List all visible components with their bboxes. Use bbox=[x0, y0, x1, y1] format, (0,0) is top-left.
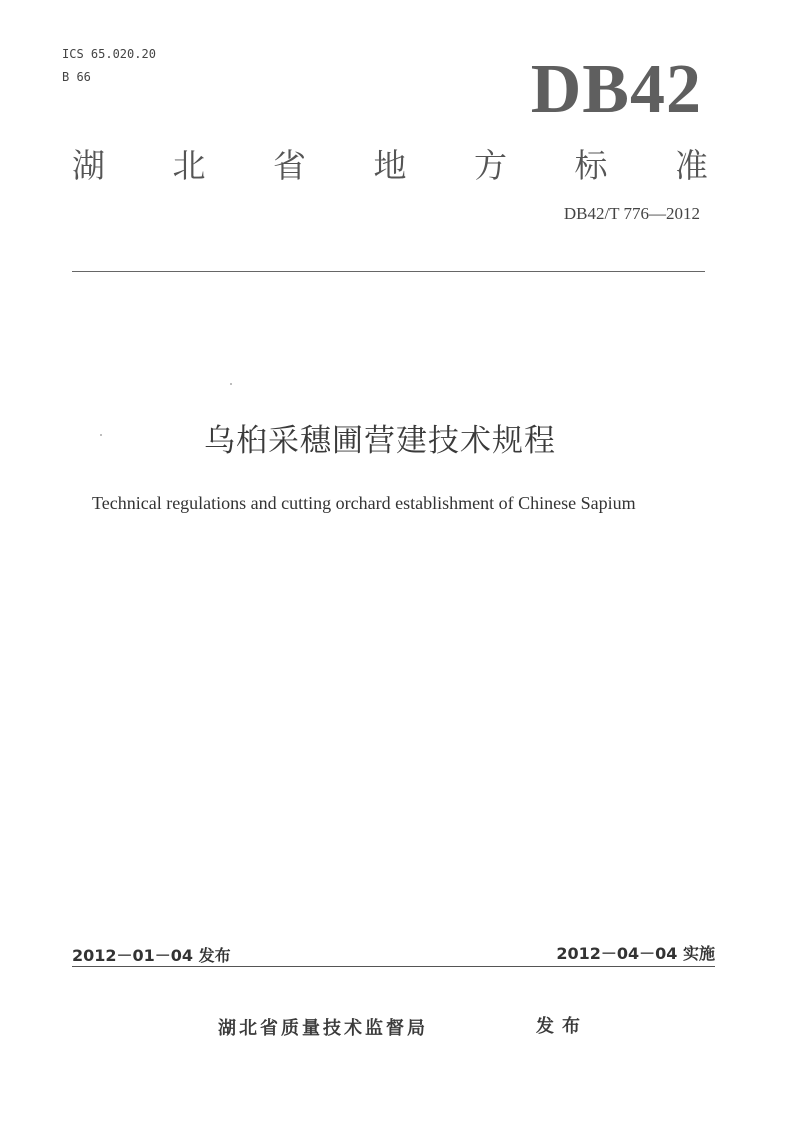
bottom-divider bbox=[72, 966, 715, 967]
scan-speck bbox=[230, 383, 232, 385]
title-chinese: 乌桕采穗圃营建技术规程 bbox=[204, 423, 556, 459]
implementation-date: 2012－04－04 实施 bbox=[556, 944, 715, 963]
db-logo-code: DB42 bbox=[530, 51, 702, 128]
standard-type-char: 方 bbox=[474, 145, 507, 185]
standard-type-char: 北 bbox=[172, 145, 206, 185]
standard-type-char: 地 bbox=[373, 145, 407, 185]
title-english: Technical regulations and cutting orchard establishment of Chinese Sapium bbox=[92, 493, 636, 513]
ics-code: ICS 65.020.20 bbox=[62, 47, 156, 61]
issue-date: 2012－01－04 发布 bbox=[72, 946, 231, 965]
standard-type-char: 省 bbox=[273, 145, 306, 185]
standard-type-char: 湖 bbox=[72, 145, 105, 185]
top-divider bbox=[72, 271, 705, 272]
standard-type-char: 准 bbox=[675, 145, 708, 185]
standard-type bbox=[72, 138, 708, 188]
standard-type-char: 标 bbox=[574, 145, 608, 185]
issuing-action: 发布 bbox=[536, 1016, 588, 1037]
standard-number: DB42/T 776—2012 bbox=[563, 204, 700, 223]
ccs-code: B 66 bbox=[62, 70, 91, 84]
issuing-authority: 湖北省质量技术监督局 bbox=[218, 1018, 428, 1039]
